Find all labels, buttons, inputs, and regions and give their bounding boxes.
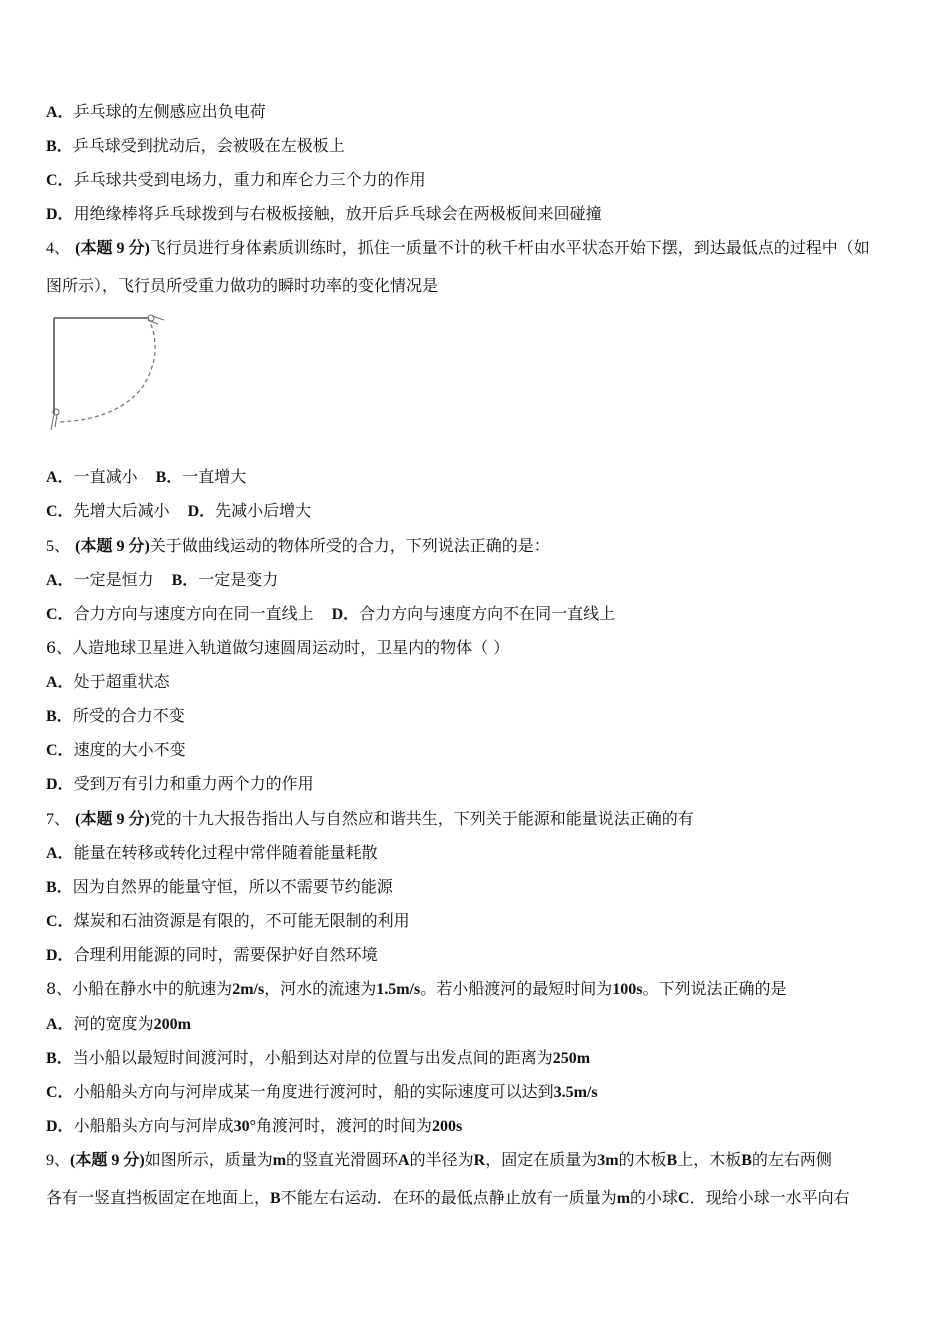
- q4-options-ab: A．一直减小 B．一直增大: [46, 467, 247, 486]
- q7-option-b: B．因为自然界的能量守恒，所以不需要节约能源: [46, 877, 393, 896]
- q7-option-d: D．合理利用能源的同时，需要保护好自然环境: [46, 945, 378, 964]
- q6-option-a: A．处于超重状态: [46, 672, 170, 691]
- q8-option-d: D．小船船头方向与河岸成30°角渡河时，渡河的时间为200s: [46, 1116, 463, 1135]
- q3-option-a: A．乒乓球的左侧感应出负电荷: [46, 102, 266, 121]
- q6-option-c: C．速度的大小不变: [46, 740, 186, 759]
- q6-option-b: B．所受的合力不变: [46, 706, 185, 725]
- pilot-bottom-icon: [51, 409, 59, 430]
- q7-option-a: A．能量在转移或转化过程中常伴随着能量耗散: [46, 843, 378, 862]
- q3-option-b: B．乒乓球受到扰动后，会被吸在左极板上: [46, 136, 345, 155]
- swing-arc-path: [58, 318, 155, 422]
- q8-stem: 8、小船在静水中的航速为2m/s，河水的流速为1.5m/s。若小船渡河的最短时间为100s。下列说法正确的是: [46, 979, 787, 998]
- q8-option-a: A．河的宽度为200m: [46, 1014, 191, 1033]
- q3-option-c: C．乒乓球共受到电场力，重力和库仑力三个力的作用: [46, 170, 426, 189]
- q8-option-c: C．小船船头方向与河岸成某一角度进行渡河时，船的实际速度可以达到3.5m/s: [46, 1082, 598, 1101]
- q9-stem-line2: 各有一竖直挡板固定在地面上，B不能左右运动．在环的最低点静止放有一质量为m的小球C．现给小球一水平向右: [46, 1188, 850, 1207]
- q6-option-d: D．受到万有引力和重力两个力的作用: [46, 774, 314, 793]
- q7-stem: 7、 (本题 9 分)党的十九大报告指出人与自然应和谐共生，下列关于能源和能量说法正确的有: [46, 809, 694, 828]
- q4-options-cd: C．先增大后减小 D．先减小后增大: [46, 501, 312, 520]
- q6-stem: 6、人造地球卫星进入轨道做匀速圆周运动时，卫星内的物体（ ）: [46, 638, 510, 657]
- q9-stem-line1: 9、(本题 9 分)如图所示，质量为m的竖直光滑圆环A的半径为R，固定在质量为3m的木板B上，木板B的左右两侧: [46, 1150, 832, 1169]
- q8-option-b: B．当小船以最短时间渡河时，小船到达对岸的位置与出发点间的距离为250m: [46, 1048, 591, 1067]
- q7-option-c: C．煤炭和石油资源是有限的，不可能无限制的利用: [46, 911, 410, 930]
- q4-stem-line1: 4、 (本题 9 分)飞行员进行身体素质训练时，抓住一质量不计的秋千杆由水平状态开始下摆，到达最低点的过程中（如: [46, 238, 870, 257]
- swing-figure: [44, 310, 174, 435]
- q5-options-cd: C．合力方向与速度方向在同一直线上 D．合力方向与速度方向不在同一直线上: [46, 604, 616, 623]
- q3-option-d: D．用绝缘棒将乒乓球拨到与右极板接触，放开后乒乓球会在两极板间来回碰撞: [46, 204, 602, 223]
- q4-stem-line2: 图所示），飞行员所受重力做功的瞬时功率的变化情况是: [46, 276, 439, 295]
- q5-options-ab: A．一定是恒力 B．一定是变力: [46, 570, 279, 589]
- pilot-top-icon: [148, 315, 164, 324]
- q5-stem: 5、 (本题 9 分)关于做曲线运动的物体所受的合力，下列说法正确的是：: [46, 536, 550, 555]
